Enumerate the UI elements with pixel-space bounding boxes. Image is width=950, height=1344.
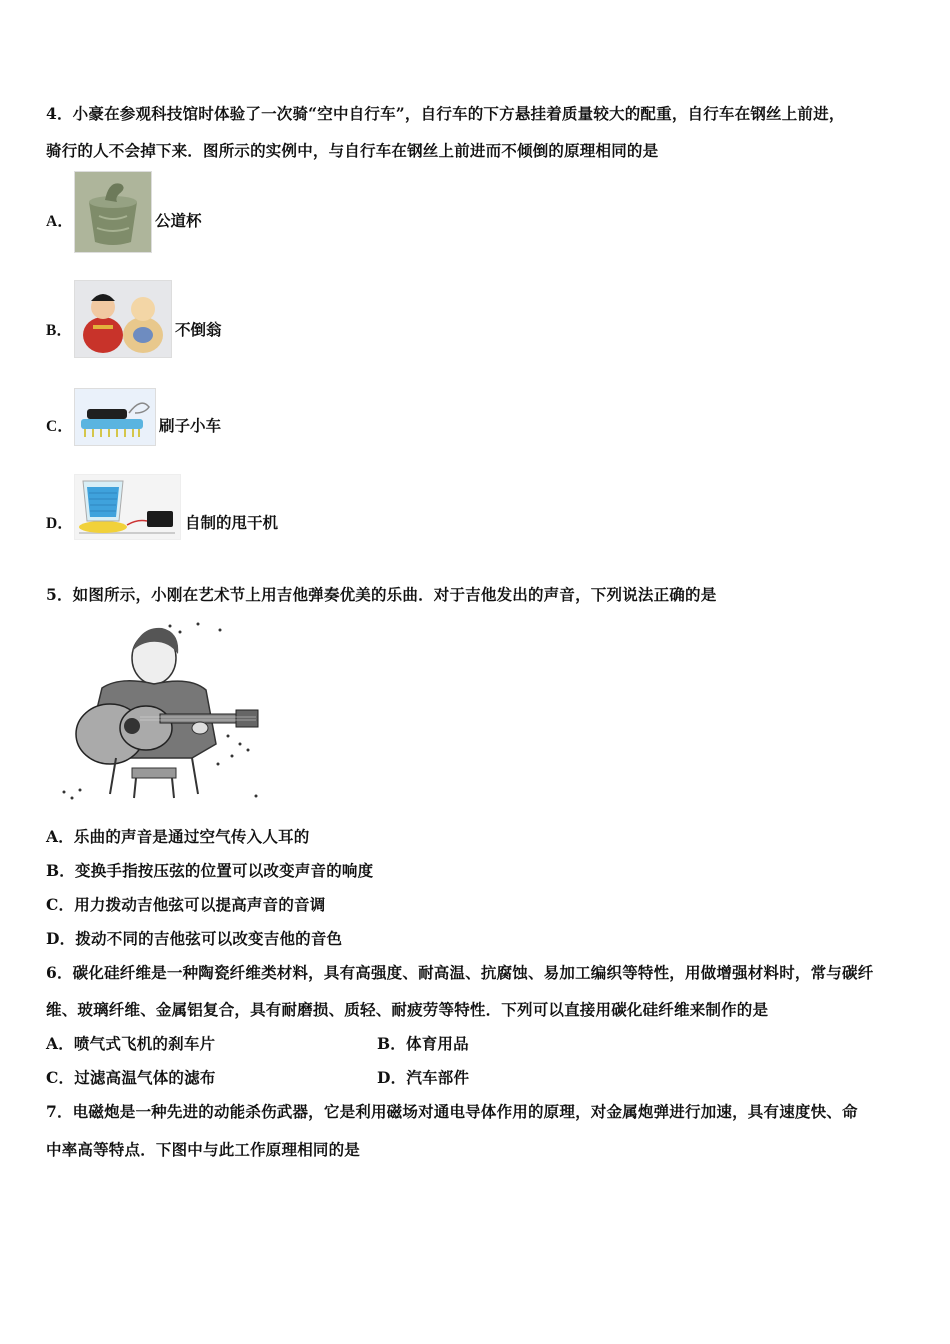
q4-option-d-label: 自制的甩干机 <box>185 513 279 532</box>
q4-option-c-letter: C． <box>46 418 74 435</box>
q4-option-b-letter: B． <box>46 322 73 339</box>
q4-option-b-label: 不倒翁 <box>175 320 222 339</box>
q6-option-b: B．体育用品 <box>377 1034 469 1053</box>
q4-option-c-label: 刷子小车 <box>159 416 222 435</box>
q4-stem-line2: 骑行的人不会掉下来．图所示的实例中，与自行车在钢丝上前进而不倾倒的原理相同的是 <box>46 141 659 160</box>
q5-stem: 5．如图所示，小刚在艺术节上用吉他弹奏优美的乐曲．对于吉他发出的声音，下列说法正确的是 <box>46 585 717 604</box>
q4-option-a-label: 公道杯 <box>155 211 202 230</box>
q5-option-c: C．用力拨动吉他弦可以提高声音的音调 <box>46 895 326 914</box>
gongdao-cup-image <box>74 171 152 253</box>
q6-option-c: C．过滤高温气体的滤布 <box>46 1068 216 1087</box>
q4-option-d-letter: D． <box>46 515 74 532</box>
q6-stem-line1: 6．碳化硅纤维是一种陶瓷纤维类材料，具有高强度、耐高温、抗腐蚀、易加工编织等特性，用做增强材料时，常与碳纤 <box>46 963 874 982</box>
q7-stem-line1: 7．电磁炮是一种先进的动能杀伤武器，它是利用磁场对通电导体作用的原理，对金属炮弹进行加速，具有速度快、命 <box>46 1102 858 1121</box>
guitar-player-image <box>50 618 265 804</box>
q6-option-a: A．喷气式飞机的刹车片 <box>46 1034 216 1053</box>
q5-option-b: B．变换手指按压弦的位置可以改变声音的响度 <box>46 861 374 880</box>
tumbler-doll-image <box>74 280 172 358</box>
q6-stem-line2: 维、玻璃纤维、金属铝复合，具有耐磨损、质轻、耐疲劳等特性．下列可以直接用碳化硅纤维来制作的是 <box>46 1000 769 1019</box>
q7-stem-line2: 中率高等特点．下图中与此工作原理相同的是 <box>46 1140 361 1159</box>
diy-spin-dryer-image <box>74 474 181 540</box>
q4-stem-line1: 4．小豪在参观科技馆时体验了一次骑“空中自行车”，自行车的下方悬挂着质量较大的配重，自行车在钢丝上前进， <box>46 104 845 123</box>
q4-option-a-letter: A． <box>46 213 74 230</box>
brush-car-image <box>74 388 156 446</box>
q6-option-d: D．汽车部件 <box>377 1068 470 1087</box>
q5-option-a: A．乐曲的声音是通过空气传入人耳的 <box>46 827 310 846</box>
q5-option-d: D．拨动不同的吉他弦可以改变吉他的音色 <box>46 929 343 948</box>
